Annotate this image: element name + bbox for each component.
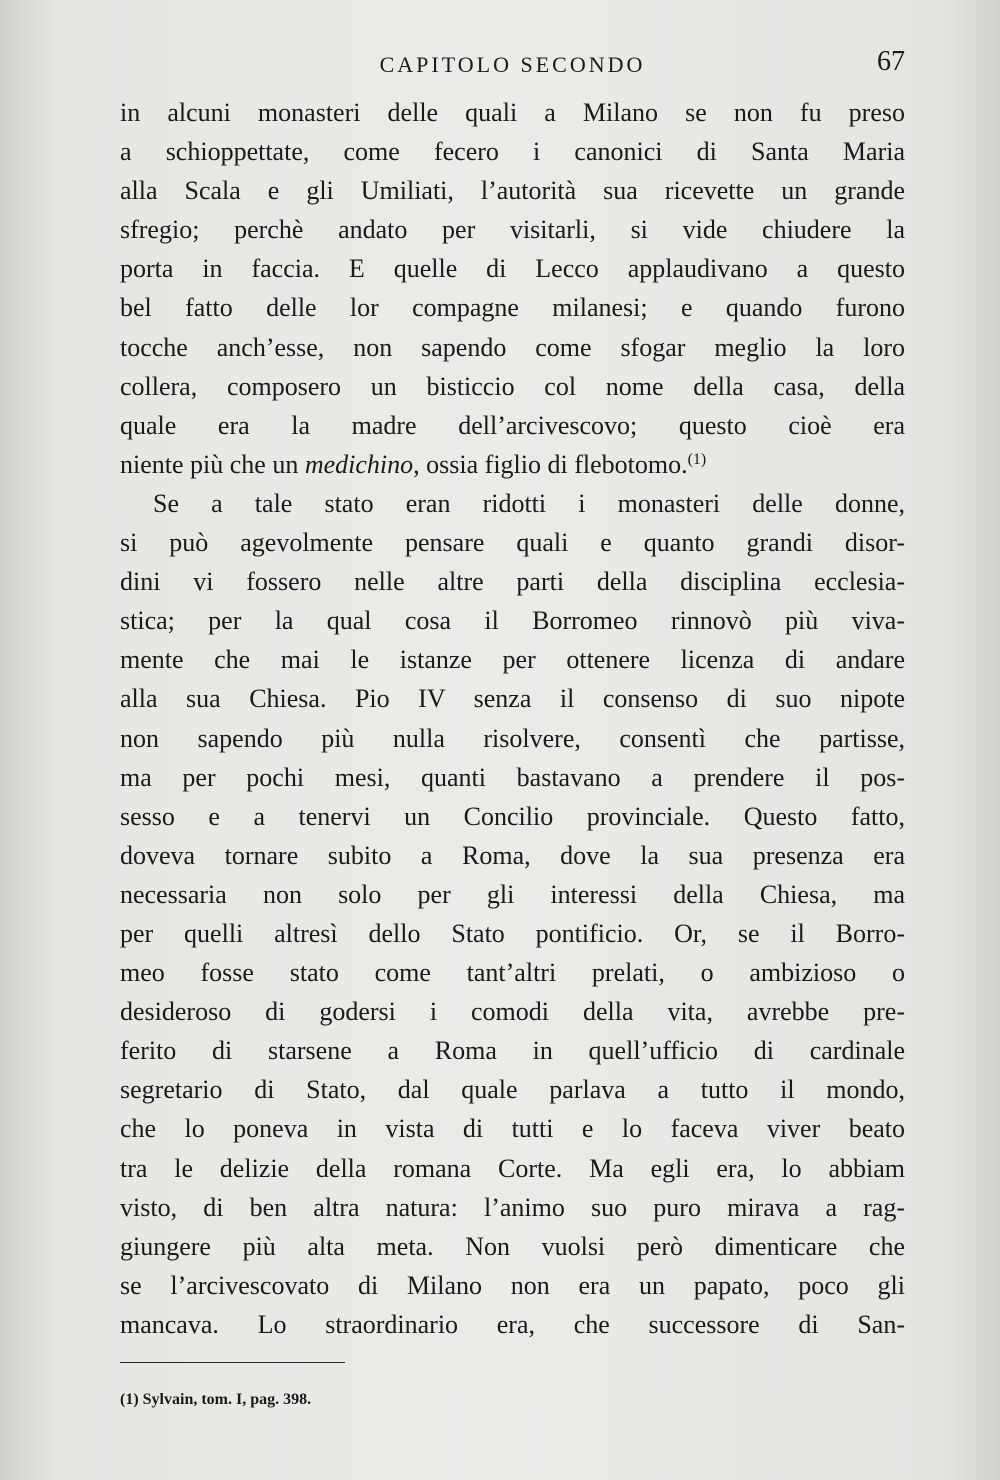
footnote: (1) Sylvain, tom. I, pag. 398. [120,1391,312,1408]
text-line: stica; per la qual cosa il Borromeo rinnovò più viva- [120,606,905,636]
running-header [120,46,905,86]
text-line: si può agevolmente pensare quali e quanto grandi disor- [120,528,905,558]
text-line: non sapendo più nulla risolvere, consentì che partisse, [120,723,905,753]
body-text [120,93,905,1344]
text-line: sfregio; perchè andato per visitarli, si vide chiudere la [120,215,905,245]
text-segment: , ossia figlio di flebotomo. [413,449,688,479]
paragraph-first-line: Se a tale stato eran ridotti i monasteri delle donne, [153,488,905,518]
text-line: ma per pochi mesi, quanti bastavano a prendere il pos- [120,762,905,792]
text-line: meo fosse stato come tant’altri prelati, o ambizioso o [120,958,905,988]
text-line: tocche anch’esse, non sapendo come sfogar meglio la loro [120,332,905,362]
text-segment: niente più che un [120,449,305,479]
text-line: visto, di ben altra natura: l’animo suo puro mirava a rag- [120,1192,905,1222]
text-line: mancava. Lo straordinario era, che successore di San- [120,1309,905,1339]
footnote-divider [120,1362,345,1363]
running-title: CAPITOLO SECONDO [379,52,646,77]
text-line: bel fatto delle lor compagne milanesi; e quando furono [120,293,905,323]
text-line: alla Scala e gli Umiliati, l’autorità sua ricevette un grande [120,176,905,206]
text-line: doveva tornare subito a Roma, dove la sua presenza era [120,840,905,870]
text-line: tra le delizie della romana Corte. Ma egli era, lo abbiam [120,1153,905,1183]
text-line: alla sua Chiesa. Pio IV senza il consenso di suo nipote [120,684,905,714]
text-line: desideroso di godersi i comodi della vita, avrebbe pre- [120,997,905,1027]
text-line: ferito di starsene a Roma in quell’ufficio di cardinale [120,1036,905,1066]
text-line: che lo poneva in vista di tutti e lo faceva viver beato [120,1114,905,1144]
paragraph-end-line [120,445,905,484]
italic-term: medichino [304,449,414,479]
text-line: per quelli altresì dello Stato pontificio. Or, se il Borro- [120,918,905,948]
text-line: porta in faccia. E quelle di Lecco applaudivano a questo [120,254,905,284]
text-line: segretario di Stato, dal quale parlava a tutto il mondo, [120,1075,905,1105]
text-line: sesso e a tenervi un Concilio provinciale. Questo fatto, [120,801,905,831]
text-line: necessaria non solo per gli interessi della Chiesa, ma [120,879,905,909]
text-line: quale era la madre dell’arcivescovo; questo cioè era [120,410,905,440]
text-line: se l’arcivescovato di Milano non era un papato, poco gli [120,1270,905,1300]
text-line: in alcuni monasteri delle quali a Milano se non fu preso [120,98,905,127]
text-line: mente che mai le istanze per ottenere licenza di andare [120,645,905,675]
text-line: a schioppettate, come fecero i canonici di Santa Maria [120,137,905,167]
footnote-reference[interactable]: (1) [687,450,707,468]
text-line: giungere più alta meta. Non vuolsi però dimenticare che [120,1231,905,1261]
text-line: collera, composero un bisticcio col nome della casa, della [120,371,905,401]
page-number: 67 [877,46,905,77]
text-line: dini vi fossero nelle altre parti della disciplina ecclesia- [120,567,905,597]
